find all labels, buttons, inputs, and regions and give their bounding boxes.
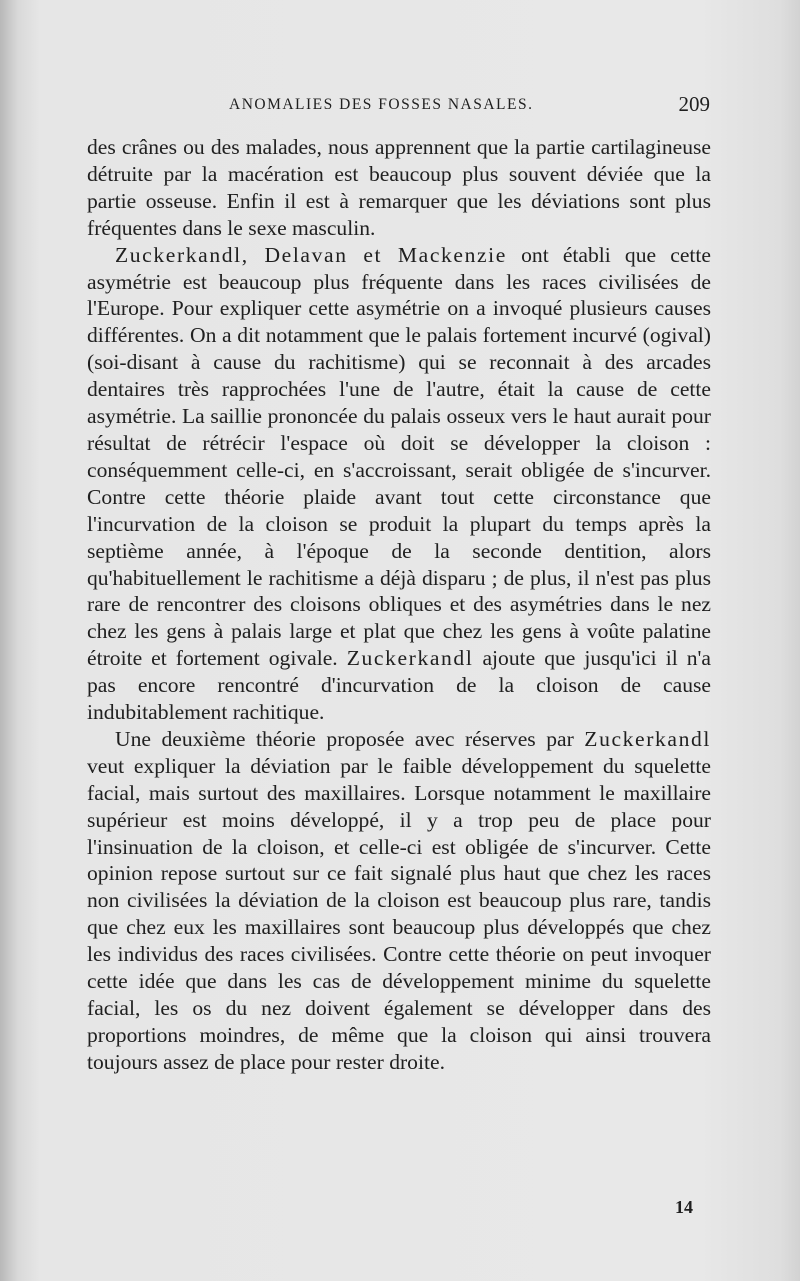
paragraph-3-author: Zuckerkandl (584, 726, 711, 751)
page-number: 209 (678, 92, 710, 116)
running-head: ANOMALIES DES FOSSES NASALES. (229, 96, 534, 113)
page-header (86, 92, 710, 122)
body-text (87, 134, 711, 1076)
paragraph-2-text: ont établi que cette asymétrie est beaucoup plus fréquente dans les races civilisées de l'Europe. Pour expliquer cette asymétrie on a invoqué plusieurs causes différentes. On a dit notamment que le palais fortement incurvé (ogival) (soi-disant à cause du rachitisme) qui se reconnait à des arcades dentaires très rapprochées l'une de l'autre, était la cause de cette asymétrie. La saillie prononcée du palais osseux vers le haut aurait pour résultat de rétrécir l'espace où doit se développer la cloison : conséquemment celle-ci, en s'accroissant, serait obligée de s'incurver. Contre cette théorie plaide avant tout cette circonstance que l'incurvation de la cloison se produit la plupart du temps après la septième année, à l'époque de la seconde dentition, alors qu'habituellement le rachitisme a déjà disparu ; de plus, il n'est pas plus rare de rencontrer des cloisons obliques et des asymétries dans le nez chez les gens à palais large et plat que chez les gens à voûte palatine étroite et fortement ogivale. (87, 242, 711, 671)
printer-signature: 14 (675, 1197, 693, 1217)
paragraph-1 (87, 134, 711, 242)
paragraph-2-authors: Zuckerkandl, Delavan et Mackenzie (115, 242, 507, 267)
paragraph-3-text-end: veut expliquer la déviation par le faible développement du squelette facial, mais surtout des maxillaires. Lorsque notamment le maxillaire supérieur est moins développé, il y a trop peu de place pour l'insinuation de la cloison, et celle-ci est obligée de s'incurver. Cette opinion repose surtout sur ce fait signalé plus haut que chez les races non civilisées la déviation de la cloison est beaucoup plus rare, tandis que chez eux les maxillaires sont beaucoup plus développés que chez les individus des races civilisées. Contre cette théorie on peut invoquer cette idée que dans les cas de développement minime du squelette facial, les os du nez doivent également se développer dans des proportions moindres, de même que la cloison qui ainsi trouvera toujours assez de place pour rester droite. (87, 753, 711, 1074)
paragraph-2-author: Zuckerkandl (346, 646, 474, 671)
paragraph-2 (87, 242, 711, 726)
paragraph-1-text: des crânes ou des malades, nous apprennent que la partie cartilagineuse détruite par la macération est beaucoup plus souvent déviée que la partie osseuse. Enfin il est à remarquer que les déviations sont plus fréquentes dans le sexe masculin. (87, 135, 711, 240)
paragraph-3-text: Une deuxième théorie proposée avec réserves par (115, 726, 585, 751)
paragraph-3 (87, 726, 711, 1076)
paragraph-2-text-end: ajoute que jusqu'ici il n'a pas encore rencontré d'incurvation de la cloison de cause indubitablement rachitique. (87, 646, 711, 725)
